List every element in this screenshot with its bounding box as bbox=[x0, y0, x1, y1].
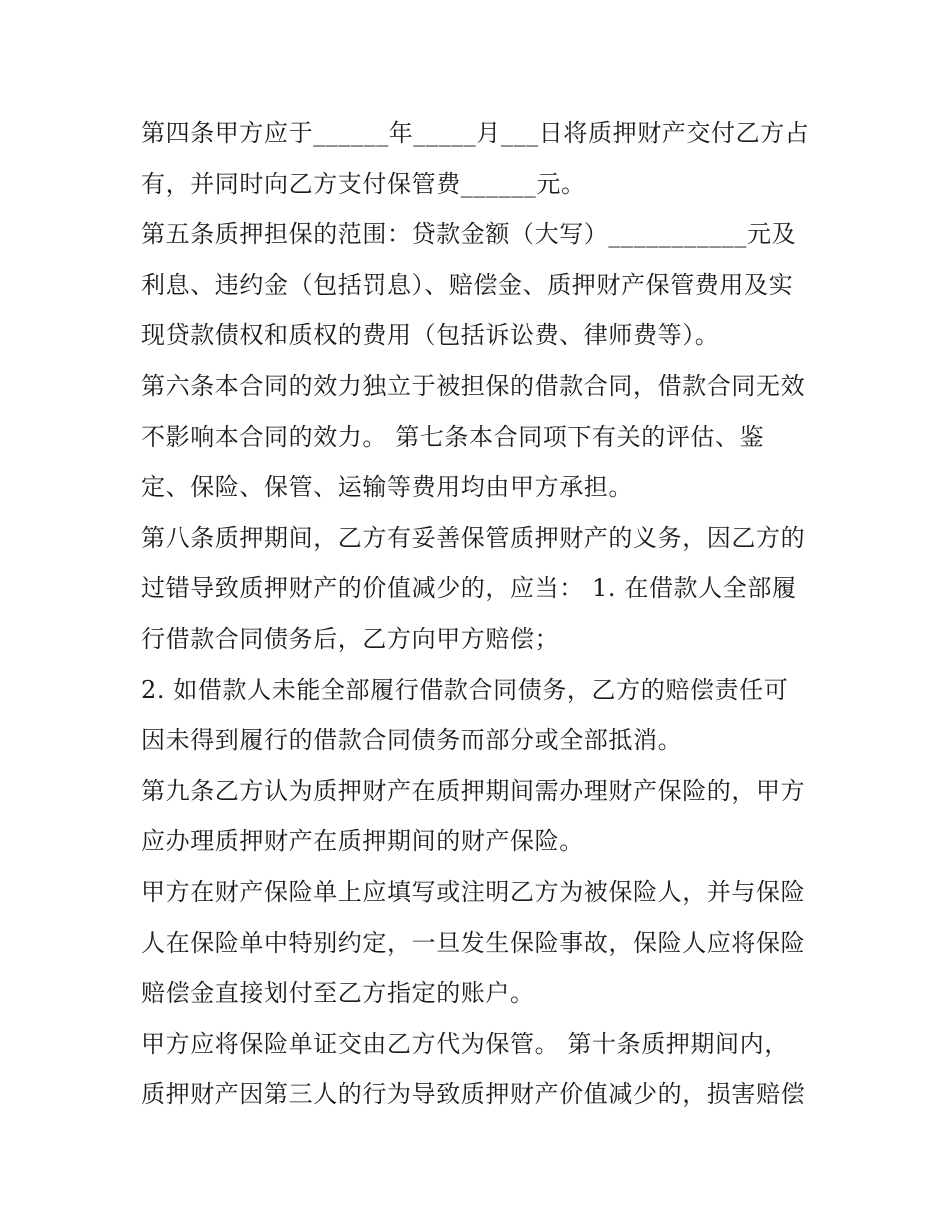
text-line: 现贷款债权和质权的费用（包括诉讼费、律师费等）。 bbox=[141, 321, 720, 350]
text-line: 第九条乙方认为质押财产在质押期间需办理财产保险的，甲方 bbox=[141, 776, 806, 805]
contract-text bbox=[141, 108, 821, 1120]
text-line: 质押财产因第三人的行为导致质押财产价值减少的，损害赔偿 bbox=[141, 1080, 806, 1109]
text-line: 甲方在财产保险单上应填写或注明乙方为被保险人，并与保险 bbox=[141, 877, 806, 906]
text-line: 第六条本合同的效力独立于被担保的借款合同，借款合同无效 bbox=[141, 371, 806, 400]
text-line: 人在保险单中特别约定，一旦发生保险事故，保险人应将保险 bbox=[141, 928, 806, 957]
text-line: 甲方应将保险单证交由乙方代为保管。 第十条质押期间内， bbox=[141, 1029, 789, 1058]
text-line: 2. 如借款人未能全部履行借款合同债务，乙方的赔偿责任可 bbox=[141, 675, 789, 704]
text-line: 过错导致质押财产的价值减少的，应当： 1. 在借款人全部履 bbox=[141, 574, 797, 603]
text-line: 行借款合同债务后，乙方向甲方赔偿； bbox=[141, 624, 560, 653]
text-line: 不影响本合同的效力。 第七条本合同项下有关的评估、鉴 bbox=[141, 422, 765, 451]
text-line: 第五条质押担保的范围：贷款金额（大写）___________元及 bbox=[141, 220, 797, 249]
text-line: 定、保险、保管、运输等费用均由甲方承担。 bbox=[141, 473, 633, 502]
text-line: 应办理质押财产在质押期间的财产保险。 bbox=[141, 827, 584, 856]
text-line: 因未得到履行的借款合同债务而部分或全部抵消。 bbox=[141, 726, 683, 755]
text-line: 有，并同时向乙方支付保管费______元。 bbox=[141, 169, 586, 198]
text-line: 第八条质押期间，乙方有妥善保管质押财产的义务，因乙方的 bbox=[141, 523, 806, 552]
text-line: 第四条甲方应于______年_____月___日将质押财产交付乙方占 bbox=[141, 119, 810, 147]
text-line: 利息、违约金（包括罚息）、赔偿金、质押财产保管费用及实 bbox=[141, 270, 794, 299]
text-line: 赔偿金直接划付至乙方指定的账户。 bbox=[141, 979, 535, 1008]
